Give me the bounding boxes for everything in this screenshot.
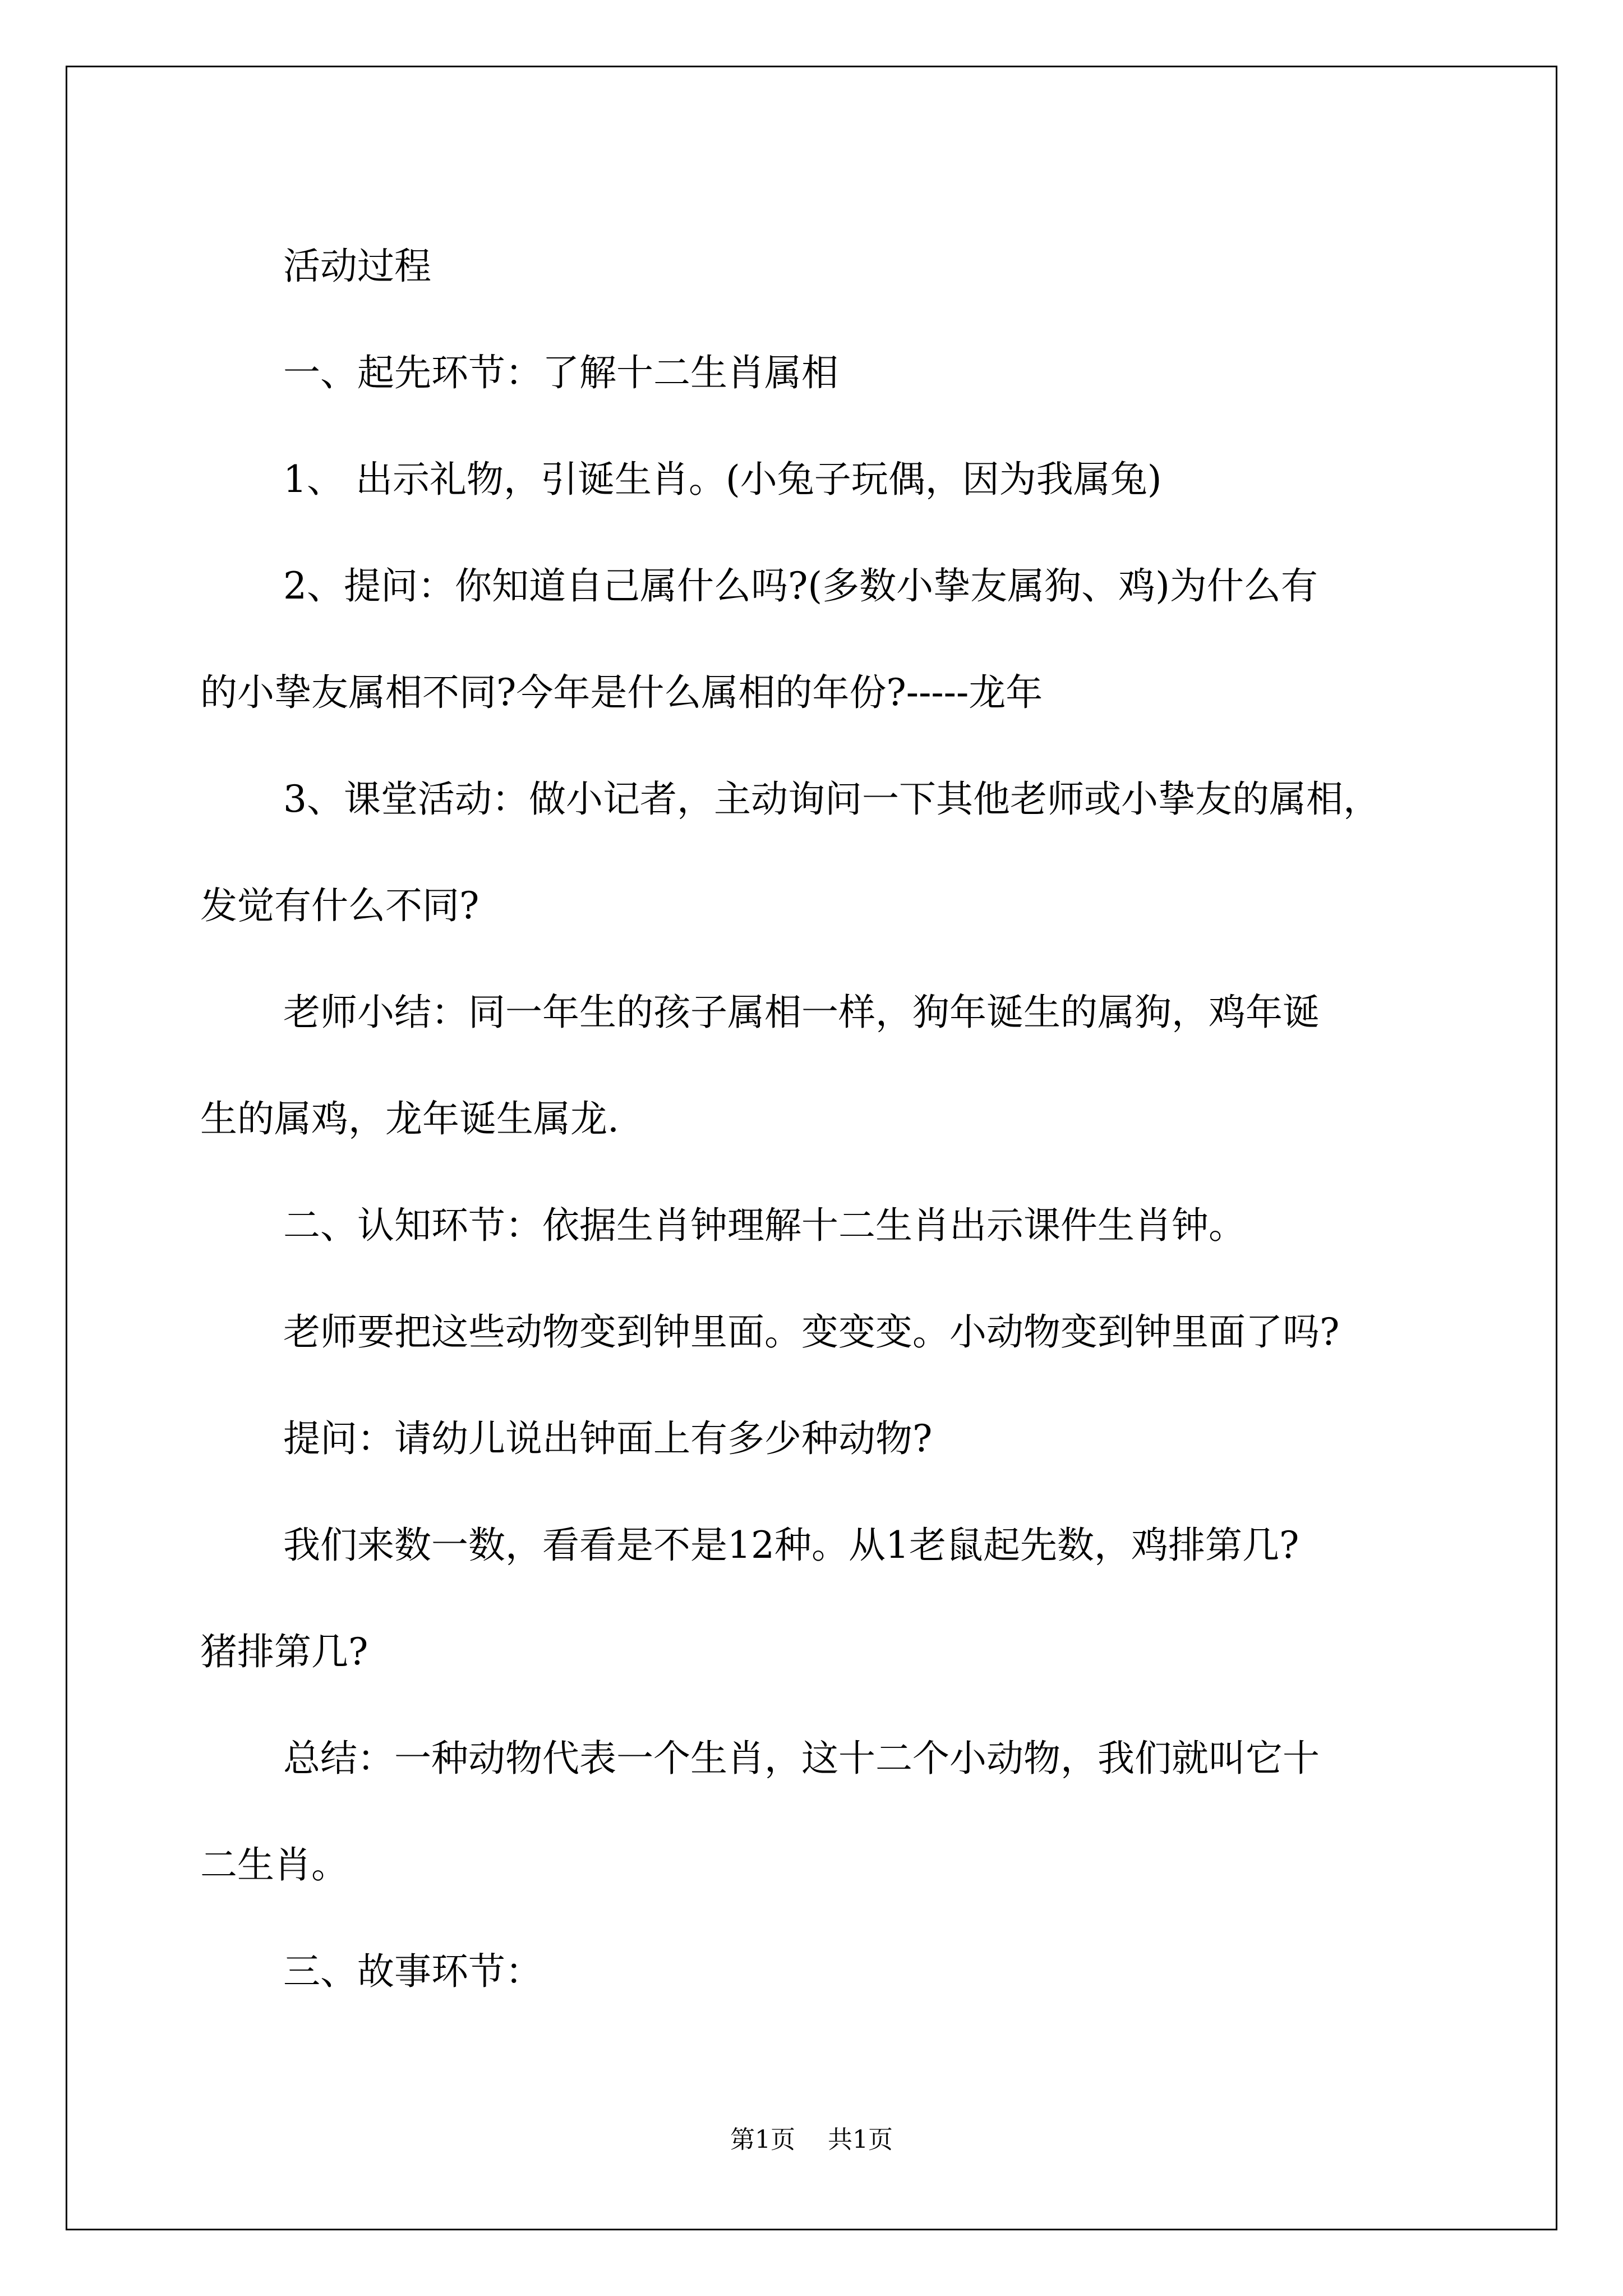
document-body <box>200 213 1423 2025</box>
paragraph: 总结：一种动物代表一个生肖，这十二个小动物，我们就叫它十 <box>283 1737 1320 1780</box>
paragraph: 2、提问：你知道自己属什么吗?(多数小挚友属狗、鸡)为什么有 <box>283 564 1318 608</box>
paragraph: 猪排第几? <box>200 1630 368 1673</box>
paragraph: 三、故事环节： <box>283 1950 542 1993</box>
paragraph: 一、起先环节：了解十二生肖属相 <box>283 351 838 394</box>
paragraph: 活动过程 <box>283 245 431 288</box>
paragraph: 提问：请幼儿说出钟面上有多少种动物? <box>283 1417 933 1460</box>
page-number-current: 第1页 <box>730 2125 795 2154</box>
paragraph: 的小挚友属相不同?今年是什么属相的年份?-----龙年 <box>200 671 1043 714</box>
paragraph: 1、 出示礼物，引诞生肖。(小兔子玩偶，因为我属兔) <box>283 458 1162 501</box>
paragraph: 我们来数一数，看看是不是12种。从1老鼠起先数，鸡排第几? <box>283 1524 1299 1567</box>
page-footer <box>0 2123 1623 2157</box>
paragraph: 老师要把这些动物变到钟里面。变变变。小动物变到钟里面了吗? <box>283 1310 1340 1354</box>
paragraph: 3、课堂活动：做小记者，主动询问一下其他老师或小挚友的属相， <box>283 777 1380 821</box>
paragraph: 生的属鸡，龙年诞生属龙. <box>200 1097 619 1140</box>
paragraph: 二、认知环节：依据生肖钟理解十二生肖出示课件生肖钟。 <box>283 1204 1246 1247</box>
paragraph: 二生肖。 <box>200 1843 348 1887</box>
page-number-total: 共1页 <box>828 2125 893 2154</box>
paragraph: 发觉有什么不同? <box>200 884 479 927</box>
paragraph: 老师小结：同一年生的孩子属相一样，狗年诞生的属狗，鸡年诞 <box>283 991 1320 1034</box>
